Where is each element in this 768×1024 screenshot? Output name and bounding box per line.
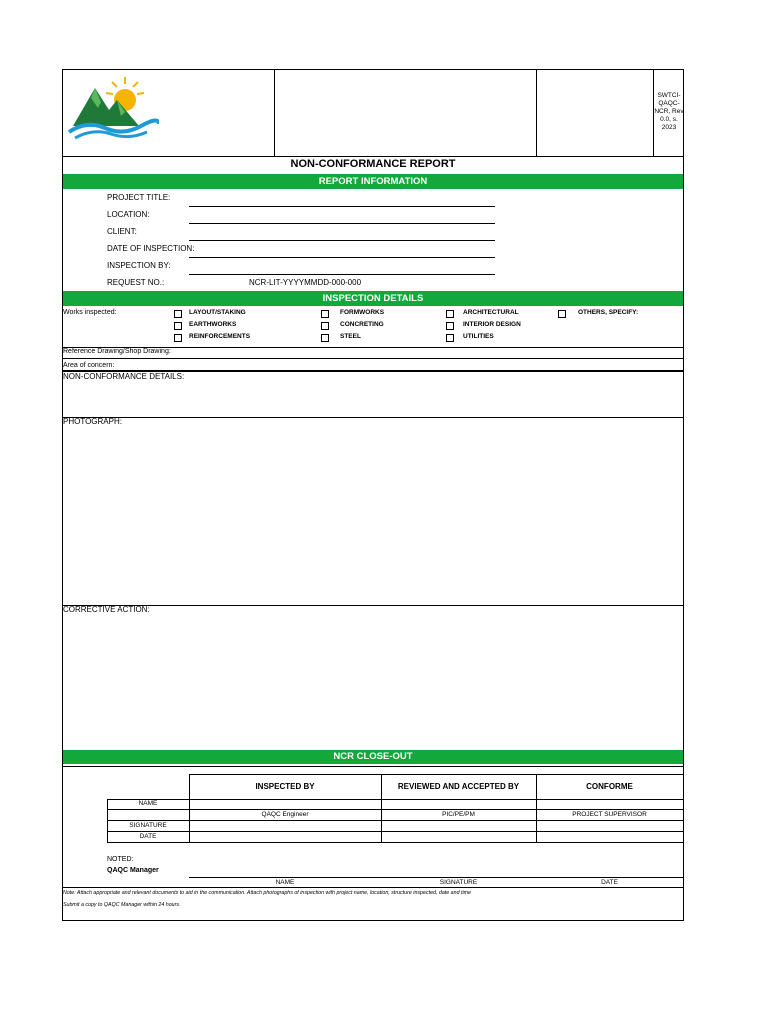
date-of-inspection-label: DATE OF INSPECTION:: [107, 244, 195, 253]
earthworks-checkbox[interactable]: [174, 322, 182, 330]
steel-checkbox[interactable]: [321, 334, 329, 342]
corrective-action-area[interactable]: [63, 616, 683, 748]
signature-row-label: SIGNATURE: [129, 822, 167, 829]
inspected-by-header: INSPECTED BY: [255, 782, 315, 791]
reinforcements-label: REINFORCEMENTS: [189, 333, 251, 340]
project-title-line[interactable]: [189, 206, 495, 207]
note-line-2: Submit a copy to QAQC Manager within 24 hours.: [63, 902, 181, 908]
photograph-label: PHOTOGRAPH:: [63, 417, 122, 426]
area-of-concern-label: Area of concern:: [63, 362, 115, 369]
date-row-label: DATE: [139, 833, 157, 840]
conforme-header: CONFORME: [586, 782, 633, 791]
reference-drawing-label: Reference Drawing/Shop Drawing:: [63, 348, 171, 355]
utilities-checkbox[interactable]: [446, 334, 454, 342]
layout-staking-label: LAYOUT/STAKING: [189, 309, 246, 316]
layout-staking-checkbox[interactable]: [174, 310, 182, 318]
architectural-label: ARCHITECTURAL: [463, 309, 519, 316]
noted-signature-label: SIGNATURE: [439, 879, 478, 886]
inspection-by-label: INSPECTION BY:: [107, 261, 171, 270]
corrective-action-label: CORRECTIVE ACTION:: [63, 605, 150, 614]
utilities-label: UTILITIES: [463, 333, 494, 340]
noted-name-label: NAME: [275, 879, 295, 886]
architectural-checkbox[interactable]: [446, 310, 454, 318]
client-label: CLIENT:: [107, 227, 137, 236]
noted-by-name: QAQC Manager: [107, 867, 159, 874]
role-project-supervisor: PROJECT SUPERVISOR: [572, 811, 647, 818]
reinforcements-checkbox[interactable]: [174, 334, 182, 342]
role-qaqc-engineer: QAQC Engineer: [261, 811, 309, 818]
report-information-header: REPORT INFORMATION: [63, 174, 683, 189]
project-title-label: PROJECT TITLE:: [107, 193, 171, 202]
page-title: NON-CONFORMANCE REPORT: [290, 158, 456, 170]
formworks-checkbox[interactable]: [321, 310, 329, 318]
inspection-by-line[interactable]: [189, 274, 495, 275]
concreting-label: CONCRETING: [340, 321, 384, 328]
role-pic-pe-pm: PIC/PE/PM: [442, 811, 475, 818]
date-of-inspection-line[interactable]: [189, 257, 495, 258]
others-checkbox[interactable]: [558, 310, 566, 318]
location-line[interactable]: [189, 223, 495, 224]
concreting-checkbox[interactable]: [321, 322, 329, 330]
non-conformance-details-label: NON-CONFORMANCE DETAILS:: [63, 372, 185, 381]
document-code: SWTCI-QAQC-NCR, Rev 0.0, s. 2023: [654, 92, 684, 131]
others-label: OTHERS, SPECIFY:: [578, 309, 639, 316]
note-line-1: Note: Attach appropriate and relevant documents to aid in the communication. Attach photographs of inspection with project name, location, structure inspected, date and time: [63, 890, 471, 896]
inspection-details-header: INSPECTION DETAILS: [63, 291, 683, 306]
photograph-area[interactable]: [63, 428, 683, 604]
non-conformance-details-area[interactable]: [63, 382, 683, 416]
name-row-label: NAME: [138, 800, 158, 807]
ncr-form: [62, 69, 684, 921]
location-label: LOCATION:: [107, 210, 150, 219]
formworks-label: FORMWORKS: [340, 309, 385, 316]
earthworks-label: EARTHWORKS: [189, 321, 237, 328]
ncr-closeout-header: NCR CLOSE-OUT: [63, 750, 683, 764]
interior-design-checkbox[interactable]: [446, 322, 454, 330]
works-inspected-label: Works inspected:: [63, 309, 117, 316]
reviewed-accepted-by-header: REVIEWED AND ACCEPTED BY: [397, 782, 520, 791]
request-no-value: NCR-LIT-YYYYMMDD-000-000: [249, 278, 362, 287]
noted-date-label: DATE: [601, 879, 618, 886]
noted-label: NOTED:: [107, 856, 134, 863]
steel-label: STEEL: [340, 333, 361, 340]
request-no-label: REQUEST NO.:: [107, 278, 165, 287]
company-logo: [65, 74, 159, 144]
client-line[interactable]: [189, 240, 495, 241]
interior-design-label: INTERIOR DESIGN: [463, 321, 521, 328]
